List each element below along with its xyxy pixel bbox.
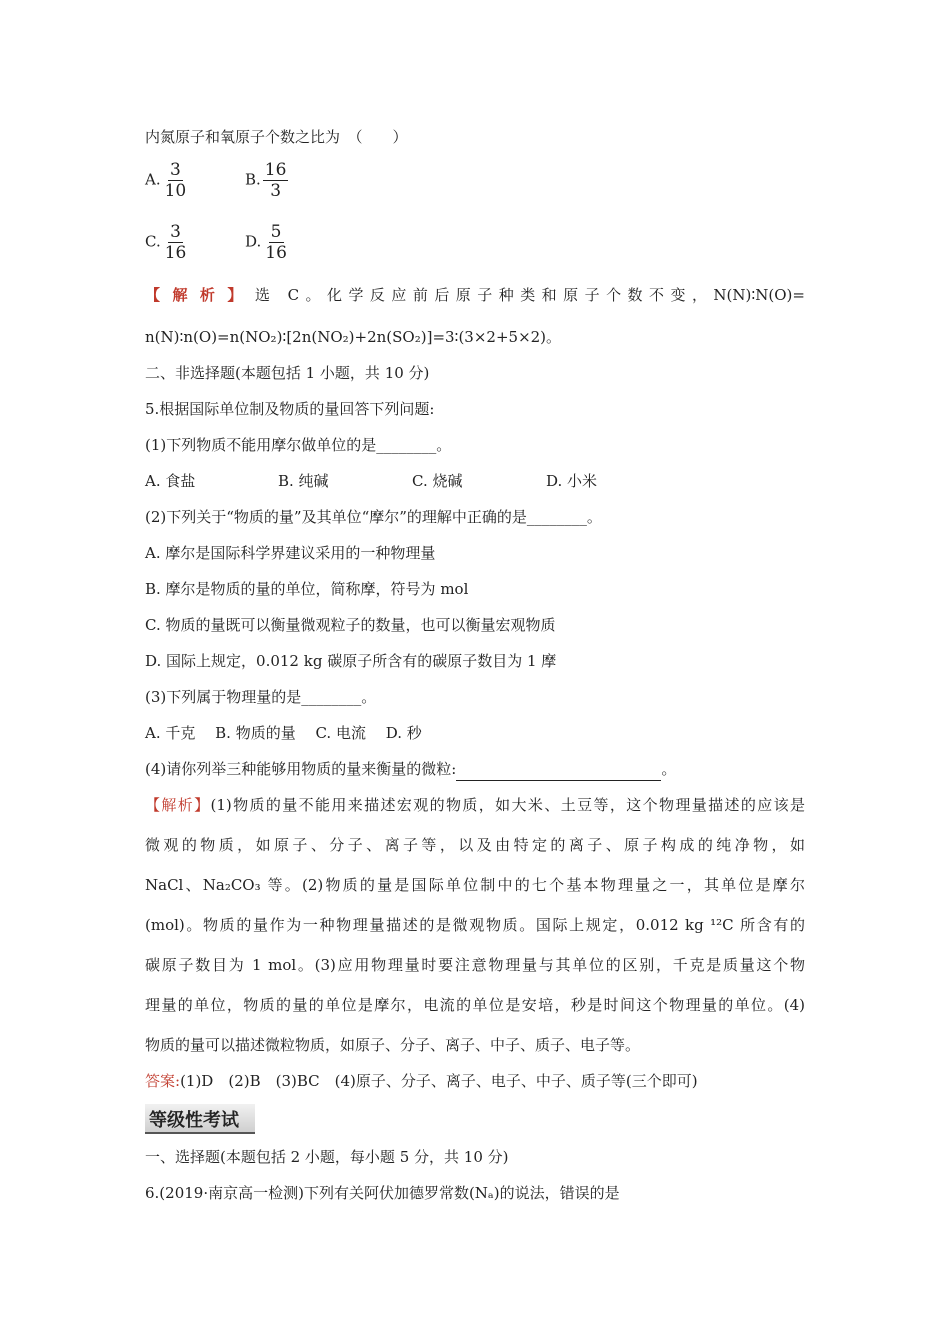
q5-analysis-line2: 微观的物质，如原子、分子、离子等，以及由特定的离子、原子构成的纯净物，如 [145, 836, 805, 854]
answer-blank [456, 758, 661, 781]
q5-p2-option-a: A. 摩尔是国际科学界建议采用的一种物理量 [145, 544, 436, 562]
q4-analysis-line1: 【解析】选 C。化学反应前后原子种类和原子个数不变，N(N)∶N(O)= [145, 286, 805, 304]
q5-p3-options: A. 千克 B. 物质的量 C. 电流 D. 秒 [145, 724, 422, 742]
q5-part1: (1)下列物质不能用摩尔做单位的是________。 [145, 436, 452, 454]
q5-p1-option-b: B. 纯碱 [278, 472, 329, 490]
q5-analysis-line5: 碳原子数目为 1 mol。(3)应用物理量时要注意物理量与其单位的区别，千克是质量这个物 [145, 956, 805, 974]
q4-analysis-line2: n(N)∶n(O)=n(NO₂)∶[2n(NO₂)+2n(SO₂)]=3∶(3×2+5×2)。 [145, 328, 562, 346]
section-heading: 二、非选择题(本题包括 1 小题，共 10 分) [145, 364, 430, 382]
q5-analysis-line7: 物质的量可以描述微粒物质，如原子、分子、离子、中子、质子、电子等。 [145, 1036, 641, 1054]
q5-p2-option-b: B. 摩尔是物质的量的单位，简称摩，符号为 mol [145, 580, 469, 598]
q5-p2-option-c: C. 物质的量既可以衡量微观粒子的数量，也可以衡量宏观物质 [145, 616, 556, 634]
q5-analysis-line1: 【解析】(1)物质的量不能用来描述宏观的物质，如大米、土豆等，这个物理量描述的应该是 [145, 796, 805, 814]
q4-option-b: B. $\frac{16}{3}$ [245, 160, 287, 201]
section-banner: 等级性考试 [145, 1104, 255, 1134]
q5-part4: (4)请你列举三种能够用物质的量来衡量的微粒: 。 [145, 758, 676, 781]
q4-option-a: A. $\frac{3}{10}$ [145, 160, 187, 201]
q4-stem-tail: 内氮原子和氧原子个数之比为 （ ） [145, 128, 408, 146]
q5-p2-option-d: D. 国际上规定，0.012 kg 碳原子所含有的碳原子数目为 1 摩 [145, 652, 557, 670]
fraction: $\frac{5}{16}$ [265, 222, 287, 263]
answer-label: 答案: [145, 1072, 181, 1090]
q5-analysis-line3: NaCl、Na₂CO₃ 等。(2)物质的量是国际单位制中的七个基本物理量之一，其单位是摩尔 [145, 876, 805, 894]
q5-analysis-line4: (mol)。物质的量作为一种物理量描述的是微观物质。国际上规定，0.012 kg ¹²C 所含有的 [145, 916, 805, 934]
q5-part2: (2)下列关于“物质的量”及其单位“摩尔”的理解中正确的是________。 [145, 508, 602, 526]
q5-answer: 答案:(1)D (2)B (3)BC (4)原子、分子、离子、电子、中子、质子等(三个即可) [145, 1072, 698, 1090]
q5-p1-option-a: A. 食盐 [145, 472, 196, 490]
q5-analysis-line6: 理量的单位，物质的量的单位是摩尔，电流的单位是安培，秒是时间这个物理量的单位。(4) [145, 996, 805, 1014]
q5-part3: (3)下列属于物理量的是________。 [145, 688, 377, 706]
q4-option-d: D. $\frac{5}{16}$ [245, 222, 287, 263]
analysis-tag: 【解析】 [145, 286, 255, 304]
q5-stem: 5.根据国际单位制及物质的量回答下列问题: [145, 400, 435, 418]
fraction: $\frac{3}{16}$ [164, 222, 187, 263]
q6-stem: 6.(2019·南京高一检测)下列有关阿伏加德罗常数(Nₐ)的说法，错误的是 [145, 1184, 620, 1202]
section-heading-choice: 一、选择题(本题包括 2 小题，每小题 5 分，共 10 分) [145, 1148, 509, 1166]
fraction: $\frac{16}{3}$ [264, 160, 287, 201]
analysis-tag: 【解析】 [145, 796, 211, 814]
q4-option-c: C. $\frac{3}{16}$ [145, 222, 187, 263]
q5-p1-option-d: D. 小米 [546, 472, 598, 490]
fraction: $\frac{3}{10}$ [164, 160, 187, 201]
q5-p1-option-c: C. 烧碱 [412, 472, 463, 490]
